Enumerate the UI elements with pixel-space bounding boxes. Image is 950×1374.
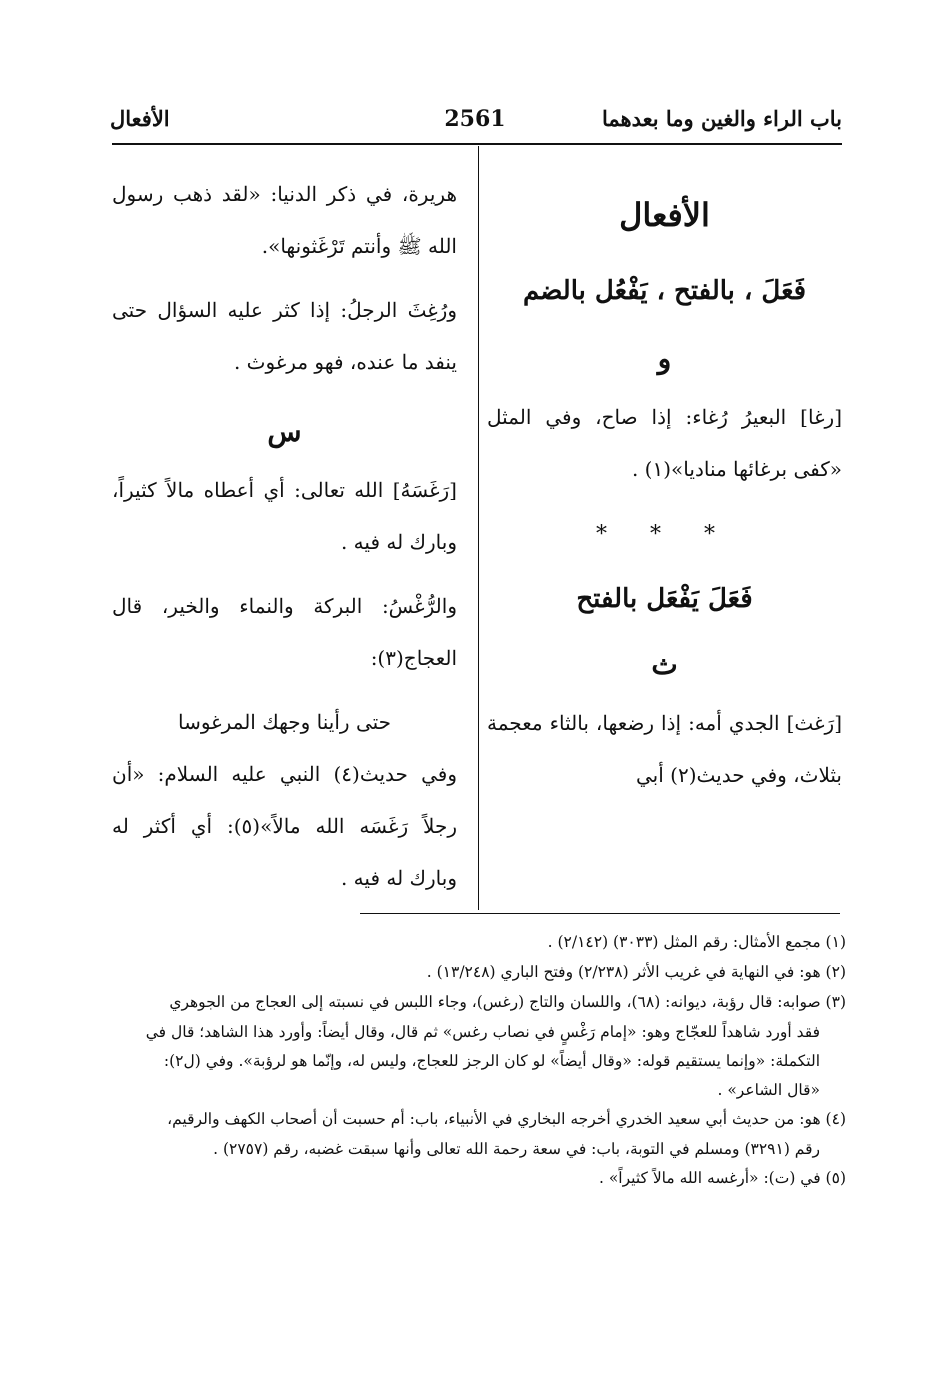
footnote-rule [360,913,840,914]
running-header-right: باب الراء والغين وما بعدهما [601,106,842,131]
footnote-4-line-1: (٤) هو: من حديث أبي سعيد الخدري أخرجه البخاري في الأنبياء، باب: أم حسبت أن أصحاب الكهف والرقيم، [167,1110,846,1128]
running-header-left: الأفعال [110,106,170,131]
verse-line: حتى رأينا وجهك المرغوسا [177,710,392,734]
entry-raghasahu: [رَغَسَهُ] الله تعالى: أي أعطاه مالاً كثيراً، وبارك له فيه . [112,478,457,554]
footnote-2: (٢) هو: في النهاية في غريب الأثر (٢/٢٣٨) وفتح الباري (١٣/٢٤٨) . [426,963,846,981]
entry-rughitha: ورُغِثَ الرجلُ: إذا كثر عليه السؤال حتى ينفد ما عنده، فهو مرغوث . [112,298,457,374]
entry-hadith: وفي حديث(٤) النبي عليه السلام: «أن رجلاً رَغَسَه الله مالاً»(٥): أي أكثر له وبارك له فيه . [112,762,457,890]
section-subtitle-2: فَعَلَ يَفْعَل بالفتح [576,584,753,614]
letter-heading-waw: و [657,342,672,375]
letter-heading-tha: ث [651,648,678,681]
left-column [112,168,457,904]
entry-rughs: والرُّغْسُ: البركة والنماء والخير، قال العجاج(٣): [112,594,457,670]
right-column [487,165,842,801]
entry-raghath: [رَغث] الجدي أمه: إذا رضعها، بالثاء معجمة بثلاث، وفي حديث(٢) أبي [487,711,842,787]
footnote-3-line-1: (٣) صوابه: قال رؤبة، ديوانه: (٦٨)، واللسان والتاج (رغس)، وجاء اللبس في نسبته إلى العجاج من الجوهري [169,993,846,1011]
footnote-5: (٥) في (ت): «أرغسه الله مالاً كثيراً» . [598,1169,846,1187]
section-title: الأفعال [619,196,710,234]
footnote-1: (١) مجمع الأمثال: رقم المثل (٣٠٣٣) (٢/١٤٢) . [547,933,846,951]
footnote-4-line-2: رقم (٣٢٩١) ومسلم في التوبة، باب: في سعة رحمة الله تعالى وأنها سبقت غضبه، رقم (٢٧٥٧) . [213,1140,820,1158]
letter-heading-sin: س [267,415,302,448]
footnote-3-line-3: التكملة: «وإنما يستقيم قوله: «وقال أيضاً» لو كان الرجز للعجاج، وليس له، وإنّما هو لرؤبة». وفي (ل٢): [163,1052,820,1070]
footnote-3-line-2: فقد أورد شاهداً للعجّاج وهو: «إمام رَغْسٍ في نصاب رغس» ثم قال، وقال أيضاً: وأورد هذا الشاهد؛ قال في [145,1023,820,1041]
column-divider [478,146,479,910]
entry-ragha: [رغا] البعيرُ رُغاء: إذا صاح، وفي المثل «كفى برغائها مناديا»(١) . [487,405,842,481]
page-number: 2561 [444,106,506,132]
entry-continuation: هريرة، في ذكر الدنيا: «لقد ذهب رسول الله ﷺ وأنتم تَرْغَثونها». [112,182,457,258]
footnotes [106,928,846,1194]
footnote-3-line-4: «قال الشاعر» . [717,1081,820,1099]
section-separator: * * * [596,522,733,547]
header-rule [112,143,842,145]
section-subtitle-1: فَعَلَ ، بالفتح ، يَفْعُل بالضم [522,276,807,306]
